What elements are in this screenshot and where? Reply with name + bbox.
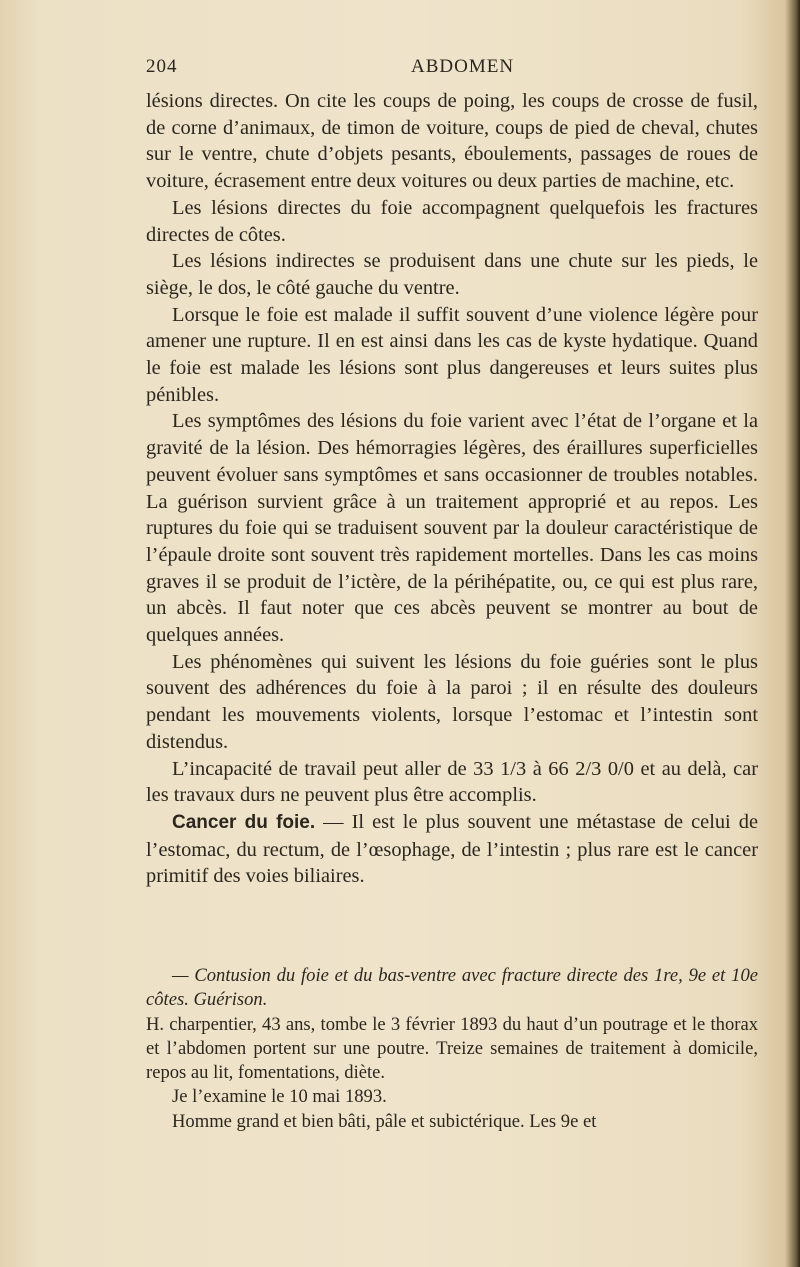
page-header xyxy=(146,56,756,82)
paragraph: Lorsque le foie est malade il suffit souvent d’une violence légère pour amener une rupture. Il en est ainsi dans les cas de kyste hydatique. Quand le foie est malade les lésions sont plus dangereuses et leurs suites plus pénibles. xyxy=(146,303,758,406)
paragraph: lésions directes. On cite les coups de poing, les coups de crosse de fusil, de corne d’animaux, de timon de voiture, coups de pied de cheval, chutes sur le ventre, chute d’objets pesants, éboulements, passages de roues de voiture, écrasement entre deux voitures ou deux parties de machine, etc. xyxy=(146,90,758,193)
case-title: — Contusion du foie et du bas-ventre avec fracture directe des 1re, 9e et 10e côtes. Guérison. xyxy=(146,965,758,1011)
page-number: 204 xyxy=(146,56,178,77)
paragraph: Les lésions directes du foie accompagnent quelquefois les fractures directes de côtes. xyxy=(146,196,758,246)
cancer-paragraph xyxy=(146,809,758,890)
case-report xyxy=(146,964,758,1134)
cancer-text: — Il est le plus souvent une métastase de celui de l’estomac, du rectum, de l’œsophage, de l’intestin ; plus rare est le cancer primitif des voies biliaires. xyxy=(146,810,759,888)
running-title: ABDOMEN xyxy=(411,56,515,77)
main-text xyxy=(146,88,758,890)
paragraph: L’incapacité de travail peut aller de 33 1/3 à 66 2/3 0/0 et au delà, car les travaux durs ne peuvent plus être accomplis. xyxy=(146,757,758,807)
case-line: Homme grand et bien bâti, pâle et subictérique. Les 9e et xyxy=(172,1110,597,1132)
section-heading: Cancer du foie. xyxy=(172,811,316,833)
paragraph: Les phénomènes qui suivent les lésions du foie guéries sont le plus souvent des adhérences du foie à la paroi ; il en résulte des douleurs pendant les mouvements violents, lorsque l’estomac et l’intestin sont distendus. xyxy=(146,650,758,753)
paragraph: Les symptômes des lésions du foie varient avec l’état de l’organe et la gravité de la lésion. Des hémorragies légères, des éraillures superficielles peuvent évoluer sans symptômes et sans occasionner de troubles notables. La guérison survient grâce à un traitement approprié et au repos. Les ruptures du foie qui se traduisent souvent par la douleur caractéristique de l’épaule droite sont souvent très rapidement mortelles. Dans les cas moins graves il se produit de l’ictère, de la périhépatite, ou, ce qui est plus rare, un abcès. Il faut noter que ces abcès peuvent se montrer au bout de quelques années. xyxy=(146,410,758,647)
case-line: Je l’examine le 10 mai 1893. xyxy=(172,1086,387,1108)
case-line: H. charpentier, 43 ans, tombe le 3 février 1893 du haut d’un poutrage et le thorax et l’abdomen portent sur une poutre. Treize semaines de traitement à domicile, repos au lit, fomentations, diète. xyxy=(146,1013,758,1084)
paragraph: Les lésions indirectes se produisent dans une chute sur les pieds, le siège, le dos, le côté gauche du ventre. xyxy=(146,250,758,299)
